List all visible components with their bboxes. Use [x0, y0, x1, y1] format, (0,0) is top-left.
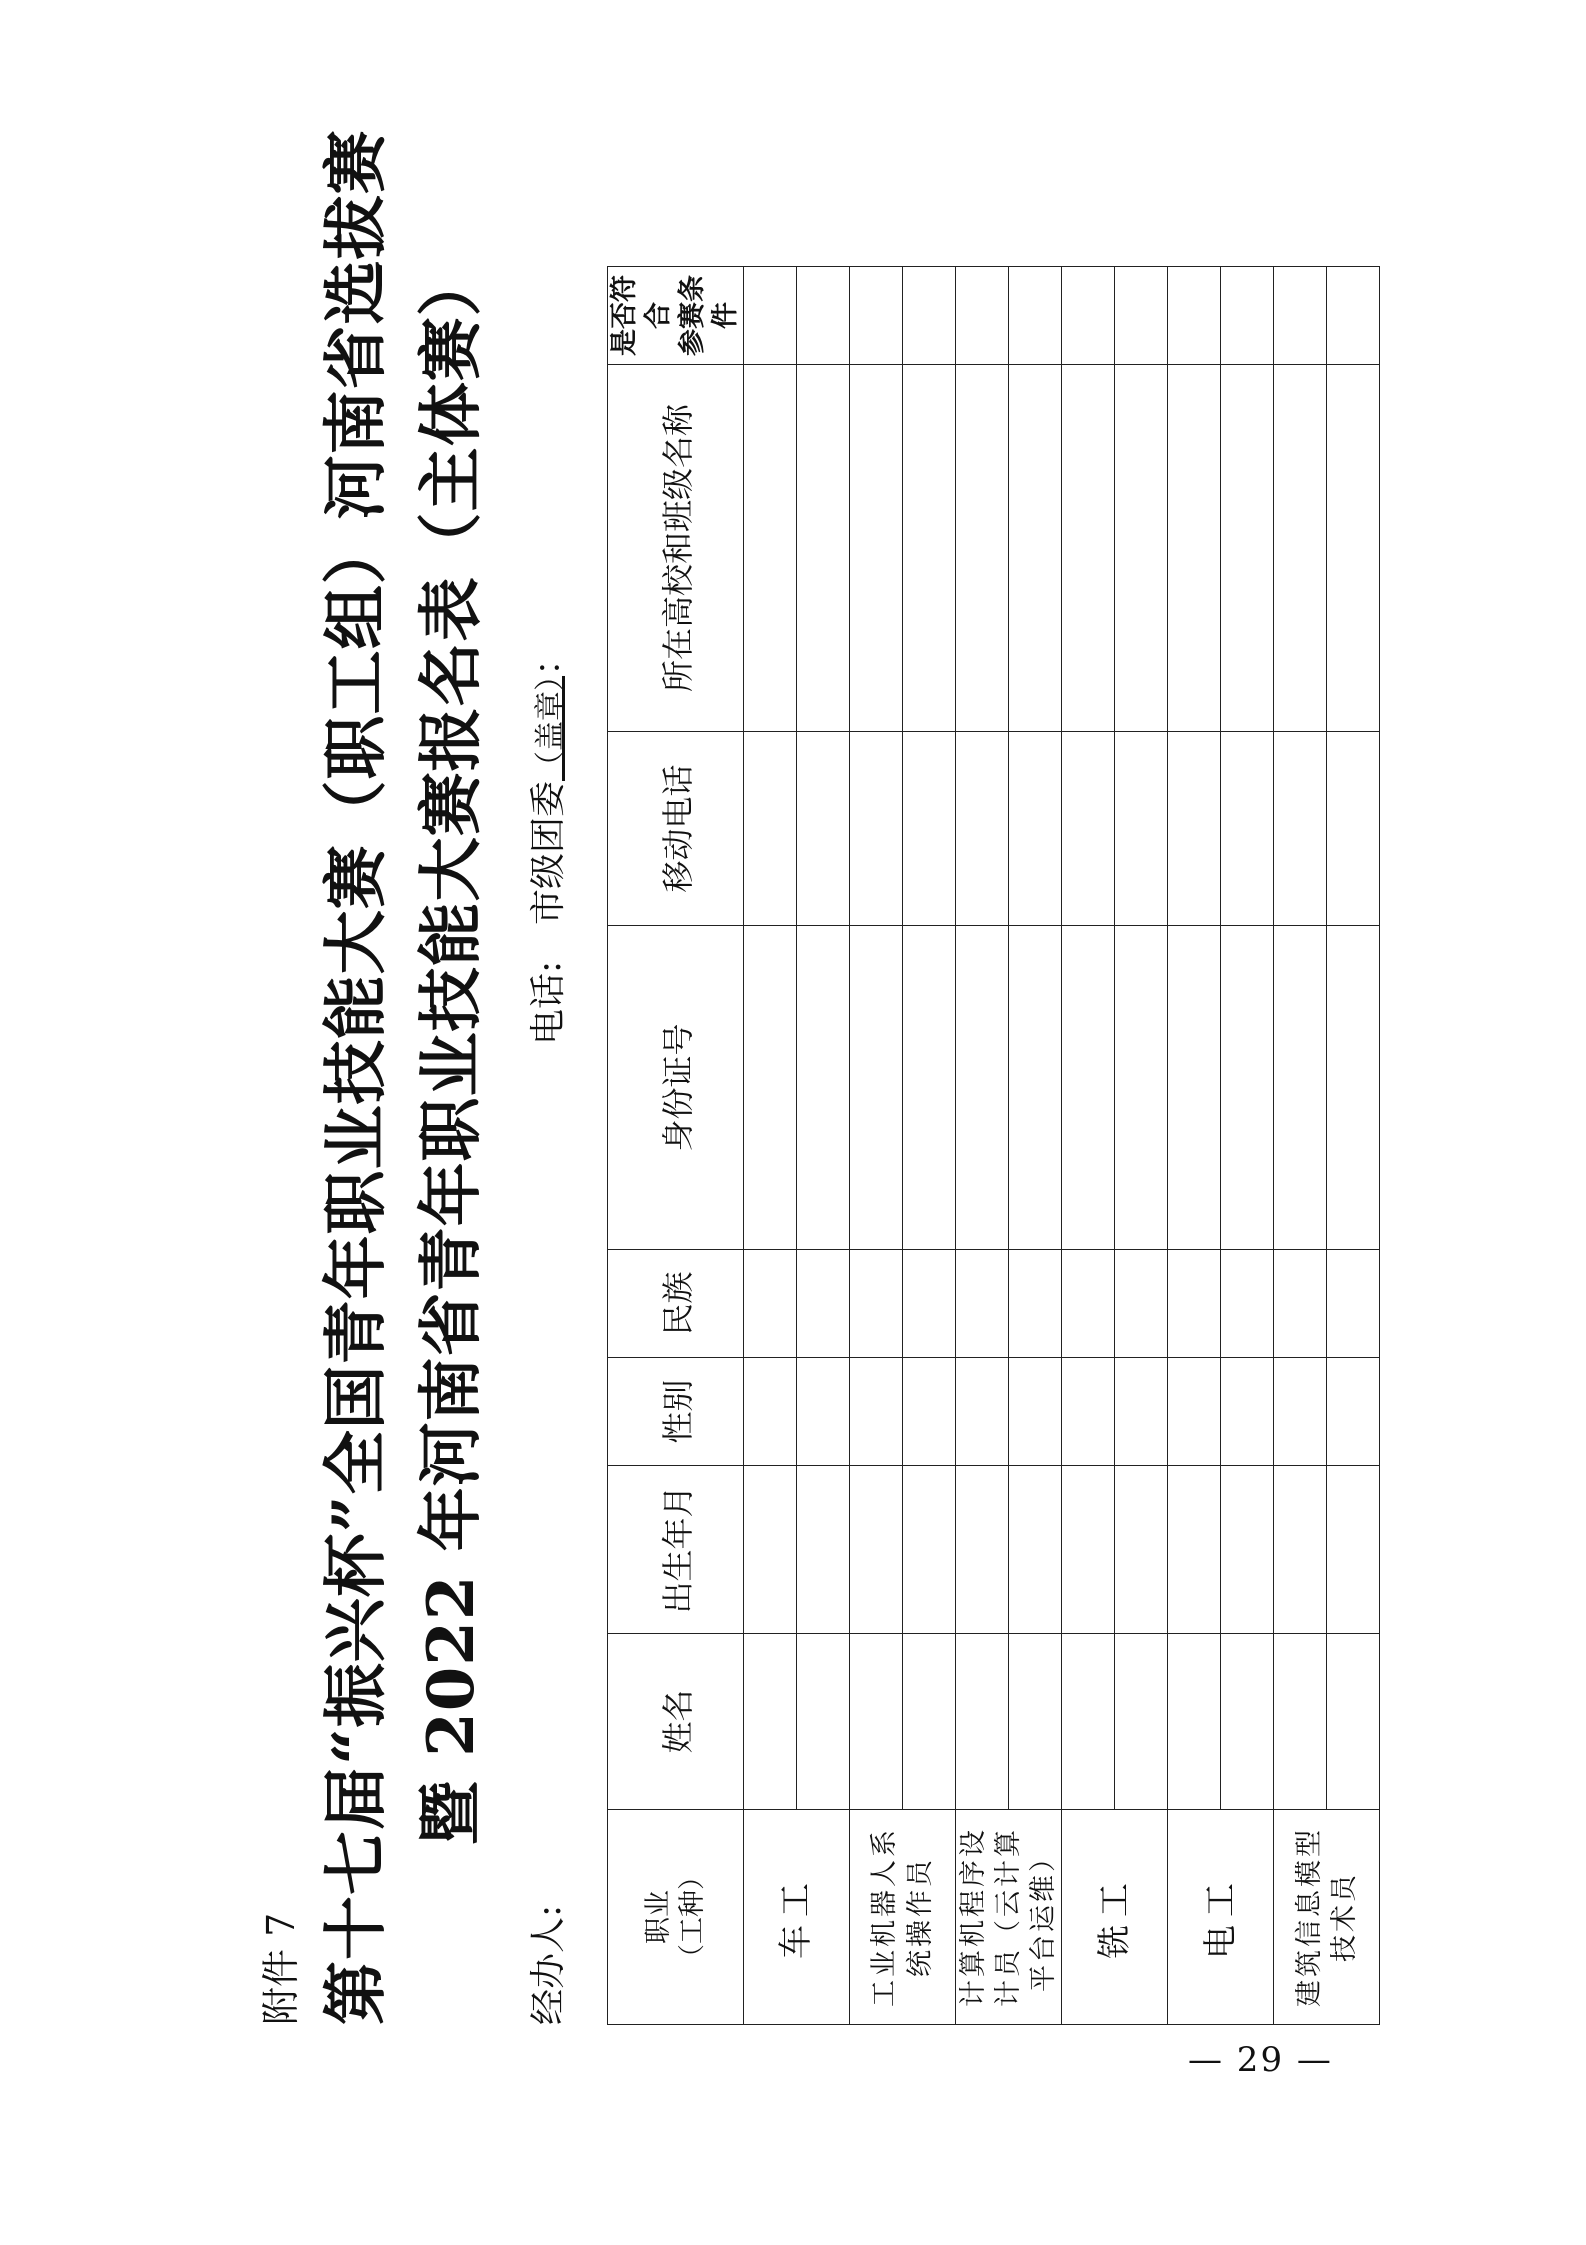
blank-entry-cell[interactable] — [956, 1250, 1009, 1358]
blank-entry-cell[interactable] — [1168, 732, 1221, 926]
blank-entry-cell[interactable] — [850, 267, 903, 365]
blank-entry-cell[interactable] — [1221, 1250, 1274, 1358]
blank-entry-cell[interactable] — [956, 926, 1009, 1250]
blank-entry-cell[interactable] — [1327, 1358, 1380, 1466]
blank-entry-cell[interactable] — [797, 1466, 850, 1634]
blank-entry-cell[interactable] — [744, 926, 797, 1250]
blank-entry-cell[interactable] — [903, 1634, 956, 1810]
blank-entry-cell[interactable] — [1062, 1250, 1115, 1358]
blank-entry-cell[interactable] — [797, 1634, 850, 1810]
table-row — [1009, 267, 1062, 2025]
blank-entry-cell[interactable] — [1168, 1358, 1221, 1466]
blank-entry-cell[interactable] — [956, 267, 1009, 365]
table-row — [1115, 267, 1168, 2025]
blank-entry-cell[interactable] — [850, 1634, 903, 1810]
blank-entry-cell[interactable] — [1221, 926, 1274, 1250]
blank-entry-cell[interactable] — [1221, 365, 1274, 732]
table-row — [1168, 267, 1221, 2025]
blank-entry-cell[interactable] — [1274, 1358, 1327, 1466]
blank-entry-cell[interactable] — [1168, 1634, 1221, 1810]
blank-entry-cell[interactable] — [744, 1250, 797, 1358]
blank-entry-cell[interactable] — [797, 1250, 850, 1358]
blank-entry-cell[interactable] — [797, 732, 850, 926]
blank-entry-cell[interactable] — [744, 1358, 797, 1466]
registration-table — [607, 266, 1380, 2025]
header-birth: 出生年月 — [608, 1466, 744, 1634]
page-number: — 29 — — [1188, 2040, 1333, 2080]
attachment-label: 附件 7 — [259, 1912, 303, 2025]
blank-entry-cell[interactable] — [850, 1466, 903, 1634]
occupation-cell: 车工 — [744, 1810, 850, 2025]
blank-entry-cell[interactable] — [1115, 732, 1168, 926]
blank-entry-cell[interactable] — [1274, 267, 1327, 365]
blank-entry-cell[interactable] — [1009, 267, 1062, 365]
blank-entry-cell[interactable] — [903, 732, 956, 926]
blank-entry-cell[interactable] — [1221, 1466, 1274, 1634]
blank-entry-cell[interactable] — [1062, 267, 1115, 365]
blank-entry-cell[interactable] — [1009, 732, 1062, 926]
blank-entry-cell[interactable] — [797, 365, 850, 732]
blank-entry-cell[interactable] — [1062, 926, 1115, 1250]
blank-entry-cell[interactable] — [956, 1634, 1009, 1810]
header-gender: 性别 — [608, 1358, 744, 1466]
blank-entry-cell[interactable] — [1168, 1466, 1221, 1634]
blank-entry-cell[interactable] — [1115, 365, 1168, 732]
blank-entry-cell[interactable] — [1115, 1466, 1168, 1634]
table-row — [744, 267, 797, 2025]
blank-entry-cell[interactable] — [1115, 1634, 1168, 1810]
blank-entry-cell[interactable] — [956, 1466, 1009, 1634]
committee-name: 市级团委 — [528, 780, 569, 925]
committee-colon: ： — [528, 639, 569, 676]
blank-entry-cell[interactable] — [1062, 732, 1115, 926]
table-row — [797, 267, 850, 2025]
blank-entry-cell[interactable] — [744, 1466, 797, 1634]
blank-entry-cell[interactable] — [903, 1358, 956, 1466]
table-body — [744, 267, 1380, 2025]
phone-label: 电话: — [528, 960, 569, 1045]
blank-entry-cell[interactable] — [1062, 1466, 1115, 1634]
table-row — [1327, 267, 1380, 2025]
blank-entry-cell[interactable] — [903, 267, 956, 365]
blank-entry-cell[interactable] — [1168, 926, 1221, 1250]
blank-entry-cell[interactable] — [1274, 1250, 1327, 1358]
header-mobile: 移动电话 — [608, 732, 744, 926]
blank-entry-cell[interactable] — [903, 1250, 956, 1358]
blank-entry-cell[interactable] — [1009, 926, 1062, 1250]
blank-entry-cell[interactable] — [744, 267, 797, 365]
blank-entry-cell[interactable] — [850, 732, 903, 926]
handler-label: 经办人: — [528, 1904, 569, 2025]
blank-entry-cell[interactable] — [744, 732, 797, 926]
table-row — [956, 267, 1009, 2025]
table-row — [850, 267, 903, 2025]
occupation-cell: 电工 — [1168, 1810, 1274, 2025]
blank-entry-cell[interactable] — [1274, 1466, 1327, 1634]
blank-entry-cell[interactable] — [903, 926, 956, 1250]
blank-entry-cell[interactable] — [1221, 267, 1274, 365]
stamp-note: （盖章） — [533, 675, 568, 781]
blank-entry-cell[interactable] — [1062, 365, 1115, 732]
blank-entry-cell[interactable] — [1009, 1250, 1062, 1358]
blank-entry-cell[interactable] — [1327, 365, 1380, 732]
occupation-cell: 建筑信息模型技术员 — [1274, 1810, 1380, 2025]
blank-entry-cell[interactable] — [1274, 732, 1327, 926]
blank-entry-cell[interactable] — [850, 1250, 903, 1358]
blank-entry-cell[interactable] — [1221, 732, 1274, 926]
blank-entry-cell[interactable] — [956, 732, 1009, 926]
blank-entry-cell[interactable] — [1115, 1358, 1168, 1466]
blank-entry-cell[interactable] — [797, 1358, 850, 1466]
blank-entry-cell[interactable] — [1168, 267, 1221, 365]
blank-entry-cell[interactable] — [850, 926, 903, 1250]
blank-entry-cell[interactable] — [903, 365, 956, 732]
blank-entry-cell[interactable] — [850, 1358, 903, 1466]
title-line-1: 第十七届“振兴杯”全国青年职业技能大赛（职工组）河南省选拔赛 — [319, 129, 394, 2025]
blank-entry-cell[interactable] — [1327, 926, 1380, 1250]
blank-entry-cell[interactable] — [1221, 1634, 1274, 1810]
blank-entry-cell[interactable] — [744, 365, 797, 732]
blank-entry-cell[interactable] — [1062, 1634, 1115, 1810]
occupation-cell: 计算机程序设计员（云计算平台运维） — [956, 1810, 1062, 2025]
blank-entry-cell[interactable] — [1327, 1466, 1380, 1634]
table-row — [1274, 267, 1327, 2025]
title-line-2: 暨 2022 年河南省青年职业技能大赛报名表（主体赛） — [414, 251, 489, 1845]
blank-entry-cell[interactable] — [1009, 365, 1062, 732]
header-ethnicity: 民族 — [608, 1250, 744, 1358]
blank-entry-cell[interactable] — [1115, 926, 1168, 1250]
blank-entry-cell[interactable] — [1274, 926, 1327, 1250]
committee-label — [520, 640, 571, 925]
blank-entry-cell[interactable] — [1221, 1358, 1274, 1466]
blank-entry-cell[interactable] — [744, 1634, 797, 1810]
blank-entry-cell[interactable] — [850, 365, 903, 732]
blank-entry-cell[interactable] — [1327, 267, 1380, 365]
blank-entry-cell[interactable] — [903, 1466, 956, 1634]
blank-entry-cell[interactable] — [1062, 1358, 1115, 1466]
blank-entry-cell[interactable] — [1009, 1358, 1062, 1466]
table-row — [1221, 267, 1274, 2025]
header-name: 姓名 — [608, 1634, 744, 1810]
header-school-class: 所在高校和班级名称 — [608, 365, 744, 732]
header-id-number: 身份证号 — [608, 926, 744, 1250]
blank-entry-cell[interactable] — [1168, 1250, 1221, 1358]
blank-entry-cell[interactable] — [1009, 1634, 1062, 1810]
blank-entry-cell[interactable] — [797, 926, 850, 1250]
header-eligible: 是否符合 参赛条件 — [608, 267, 744, 365]
blank-entry-cell[interactable] — [1168, 365, 1221, 732]
occupation-cell: 铣工 — [1062, 1810, 1168, 2025]
blank-entry-cell[interactable] — [1115, 1250, 1168, 1358]
blank-entry-cell[interactable] — [1327, 1634, 1380, 1810]
occupation-cell: 工业机器人系统操作员 — [850, 1810, 956, 2025]
table-row — [1062, 267, 1115, 2025]
table-header-row — [608, 267, 744, 2025]
header-occupation: 职业 （工种） — [608, 1810, 744, 2025]
blank-entry-cell[interactable] — [1274, 365, 1327, 732]
blank-entry-cell[interactable] — [1115, 267, 1168, 365]
blank-entry-cell[interactable] — [1009, 1466, 1062, 1634]
blank-entry-cell[interactable] — [956, 365, 1009, 732]
blank-entry-cell[interactable] — [1274, 1634, 1327, 1810]
table-row — [903, 267, 956, 2025]
blank-entry-cell[interactable] — [956, 1358, 1009, 1466]
blank-entry-cell[interactable] — [797, 267, 850, 365]
blank-entry-cell[interactable] — [1327, 732, 1380, 926]
blank-entry-cell[interactable] — [1327, 1250, 1380, 1358]
